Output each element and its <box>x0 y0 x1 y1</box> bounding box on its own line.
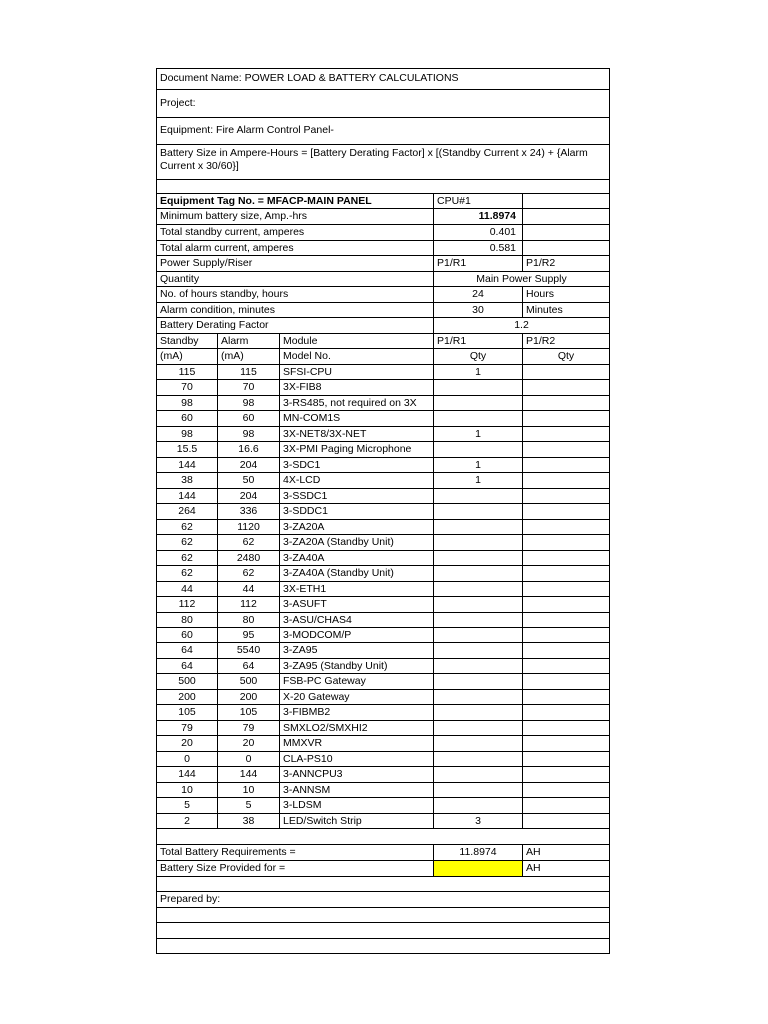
alarm-ma-cell: 200 <box>217 690 279 704</box>
standby-ma-cell: 10 <box>181 784 193 796</box>
module-model-cell: 3X-NET8/3X-NET <box>279 427 433 441</box>
formula-row <box>157 145 609 180</box>
p1r2-qty-cell <box>522 705 609 720</box>
p1r1-qty-cell <box>433 674 522 689</box>
alarm-ma-cell: 204 <box>217 489 279 503</box>
p1r2-qty-cell <box>522 613 609 627</box>
p1r2-qty-cell <box>522 551 609 565</box>
table-row <box>157 458 609 473</box>
p1r2-qty-cell <box>522 582 609 596</box>
module-model-cell: 3-LDSM <box>279 798 433 813</box>
module-model-cell: 3-ANNCPU3 <box>279 767 433 782</box>
standby-ma-cell: 38 <box>181 474 193 486</box>
module-model-cell: FSB-PC Gateway <box>279 674 433 689</box>
table-row <box>157 489 609 504</box>
table-row <box>157 705 609 721</box>
standby-ma-cell: 105 <box>178 706 196 718</box>
table-row <box>157 690 609 705</box>
module-model-cell: 3-SSDC1 <box>279 489 433 503</box>
standby-ma-cell: 144 <box>178 490 196 502</box>
p1r2-qty-cell <box>522 767 609 782</box>
p1r1-qty-cell: 1 <box>433 427 522 441</box>
p1r1-qty-cell: 3 <box>433 814 522 828</box>
alarm-empty-cell <box>522 241 609 255</box>
standby-ma-cell: 144 <box>178 459 196 471</box>
col-module-header: Module <box>279 334 433 348</box>
p1r2-qty-cell <box>522 535 609 550</box>
standby-current-value: 0.401 <box>433 225 522 240</box>
power-supply-row <box>157 256 609 272</box>
alarm-current-row <box>157 241 609 256</box>
table-row <box>157 736 609 752</box>
standby-ma-cell: 15.5 <box>176 443 198 455</box>
project-row <box>157 90 609 118</box>
provided-row <box>157 861 609 877</box>
project-label: Project: <box>160 97 196 109</box>
standby-ma-cell: 62 <box>181 552 193 564</box>
module-model-cell: 3-ZA20A (Standby Unit) <box>279 535 433 550</box>
alarm-ma-cell: 98 <box>217 427 279 441</box>
prepared-by-label: Prepared by: <box>160 893 221 905</box>
table-header-row-1 <box>157 334 609 349</box>
standby-ma-cell: 5 <box>184 799 190 811</box>
table-row <box>157 582 609 597</box>
module-model-cell: SMXLO2/SMXHI2 <box>279 721 433 735</box>
module-model-cell: 3-MODCOM/P <box>279 628 433 642</box>
total-battery-unit: AH <box>522 845 609 860</box>
p1r2-qty-cell <box>522 458 609 472</box>
alarm-ma-cell: 0 <box>217 752 279 766</box>
p1r1-qty-cell <box>433 798 522 813</box>
equipment-row <box>157 118 609 145</box>
module-model-cell: MMXVR <box>279 736 433 751</box>
table-row <box>157 674 609 690</box>
module-model-cell: 3-ZA40A (Standby Unit) <box>279 566 433 581</box>
p1r1-qty-cell <box>433 411 522 426</box>
p1r1-qty-cell <box>433 597 522 612</box>
p1r1-qty-cell <box>433 736 522 751</box>
min-battery-row <box>157 209 609 225</box>
document-name-row <box>157 69 609 90</box>
battery-provided-unit: AH <box>522 861 609 876</box>
p1r2-qty-cell <box>522 690 609 704</box>
standby-ma-cell: 64 <box>181 644 193 656</box>
standby-ma-cell: 62 <box>181 567 193 579</box>
p1r2-qty-cell <box>522 659 609 673</box>
alarm-ma-cell: 112 <box>217 597 279 612</box>
col-alarm-unit: (mA) <box>217 349 279 364</box>
table-row <box>157 551 609 566</box>
alarm-ma-cell: 204 <box>217 458 279 472</box>
power-supply-p1: P1/R1 <box>433 256 522 271</box>
min-battery-empty-cell <box>522 209 609 224</box>
col-standby-unit: (mA) <box>160 350 183 362</box>
document-name: Document Name: POWER LOAD & BATTERY CALCULATIONS <box>160 72 459 84</box>
footer-spacer-row <box>157 829 609 845</box>
standby-current-label: Total standby current, amperes <box>160 226 305 238</box>
col-p1r2-header: P1/R2 <box>522 334 609 348</box>
p1r2-qty-cell <box>522 396 609 410</box>
p1r1-qty-cell <box>433 783 522 797</box>
p1r2-qty-cell <box>522 628 609 642</box>
blank-row-2 <box>157 923 609 939</box>
alarm-current-label: Total alarm current, amperes <box>160 242 294 254</box>
module-model-cell: CLA-PS10 <box>279 752 433 766</box>
alarm-ma-cell: 336 <box>217 504 279 519</box>
p1r2-qty-cell <box>522 411 609 426</box>
standby-current-row <box>157 225 609 241</box>
table-row <box>157 504 609 520</box>
p1r2-qty-cell <box>522 473 609 488</box>
col-p1r1-qty-header: Qty <box>433 349 522 364</box>
hours-label: No. of hours standby, hours <box>160 288 289 300</box>
p1r1-qty-cell: 1 <box>433 458 522 472</box>
total-battery-value: 11.8974 <box>433 845 522 860</box>
p1r2-qty-cell <box>522 597 609 612</box>
table-row <box>157 411 609 427</box>
total-row <box>157 845 609 861</box>
alarm-ma-cell: 98 <box>217 396 279 410</box>
battery-formula: Battery Size in Ampere-Hours = [Battery Derating Factor] x [(Standby Current x 24) + {Alarm Current x 30/60}] <box>160 147 588 172</box>
power-supply-p2: P1/R2 <box>522 256 609 271</box>
alarm-ma-cell: 80 <box>217 613 279 627</box>
blank-row-3 <box>157 939 609 954</box>
equipment-tag-value: CPU#1 <box>433 194 522 208</box>
standby-ma-cell: 264 <box>178 505 196 517</box>
p1r2-qty-cell <box>522 798 609 813</box>
power-supply-label: Power Supply/Riser <box>160 257 253 269</box>
col-model-header: Model No. <box>279 349 433 364</box>
module-model-cell: 3-SDDC1 <box>279 504 433 519</box>
table-row <box>157 798 609 814</box>
p1r2-qty-cell <box>522 566 609 581</box>
alarm-condition-value: 30 <box>433 303 522 317</box>
standby-ma-cell: 44 <box>181 583 193 595</box>
module-model-cell: 3X-FIB8 <box>279 380 433 395</box>
p1r1-qty-cell <box>433 396 522 410</box>
total-battery-label: Total Battery Requirements = <box>160 846 296 858</box>
p1r1-qty-cell <box>433 535 522 550</box>
standby-ma-cell: 79 <box>181 722 193 734</box>
alarm-ma-cell: 105 <box>217 705 279 720</box>
table-header-row-2 <box>157 349 609 365</box>
derating-value: 1.2 <box>433 318 609 333</box>
p1r2-qty-cell <box>522 520 609 534</box>
standby-ma-cell: 20 <box>181 737 193 749</box>
tag-row <box>157 194 609 209</box>
alarm-ma-cell: 5540 <box>217 643 279 658</box>
p1r1-qty-cell <box>433 690 522 704</box>
p1r1-qty-cell <box>433 520 522 534</box>
module-model-cell: 3-FIBMB2 <box>279 705 433 720</box>
alarm-condition-row <box>157 303 609 318</box>
table-row <box>157 613 609 628</box>
spacer-row <box>157 180 609 194</box>
standby-ma-cell: 64 <box>181 660 193 672</box>
standby-ma-cell: 500 <box>178 675 196 687</box>
p1r2-qty-cell <box>522 427 609 441</box>
p1r1-qty-cell <box>433 659 522 673</box>
footer-spacer-row-2 <box>157 877 609 892</box>
p1r1-qty-cell <box>433 380 522 395</box>
quantity-row <box>157 272 609 287</box>
alarm-ma-cell: 70 <box>217 380 279 395</box>
alarm-ma-cell: 144 <box>217 767 279 782</box>
table-row <box>157 721 609 736</box>
alarm-ma-cell: 20 <box>217 736 279 751</box>
derating-label: Battery Derating Factor <box>160 319 269 331</box>
module-model-cell: 3-ANNSM <box>279 783 433 797</box>
alarm-ma-cell: 10 <box>217 783 279 797</box>
table-row <box>157 566 609 582</box>
tag-empty-cell <box>522 194 609 208</box>
alarm-ma-cell: 5 <box>217 798 279 813</box>
p1r1-qty-cell: 1 <box>433 473 522 488</box>
p1r2-qty-cell <box>522 442 609 457</box>
alarm-ma-cell: 44 <box>217 582 279 596</box>
standby-ma-cell: 0 <box>184 753 190 765</box>
standby-ma-cell: 62 <box>181 521 193 533</box>
p1r2-qty-cell <box>522 721 609 735</box>
col-p1r2-qty-header: Qty <box>522 349 609 364</box>
standby-empty-cell <box>522 225 609 240</box>
alarm-ma-cell: 62 <box>217 535 279 550</box>
module-model-cell: 3X-ETH1 <box>279 582 433 596</box>
table-row <box>157 752 609 767</box>
p1r1-qty-cell <box>433 721 522 735</box>
module-model-cell: X-20 Gateway <box>279 690 433 704</box>
alarm-ma-cell: 38 <box>217 814 279 828</box>
table-row <box>157 814 609 829</box>
table-row <box>157 628 609 643</box>
hours-row <box>157 287 609 303</box>
alarm-ma-cell: 500 <box>217 674 279 689</box>
module-model-cell: 3-SDC1 <box>279 458 433 472</box>
module-model-cell: 4X-LCD <box>279 473 433 488</box>
module-model-cell: 3-ASU/CHAS4 <box>279 613 433 627</box>
p1r1-qty-cell <box>433 489 522 503</box>
standby-ma-cell: 2 <box>184 815 190 827</box>
standby-ma-cell: 60 <box>181 412 193 424</box>
p1r1-qty-cell: 1 <box>433 365 522 379</box>
table-row <box>157 520 609 535</box>
table-row <box>157 473 609 489</box>
battery-provided-label: Battery Size Provided for = <box>160 862 286 874</box>
p1r2-qty-cell <box>522 752 609 766</box>
standby-ma-cell: 70 <box>181 381 193 393</box>
col-alarm-header: Alarm <box>217 334 279 348</box>
prepared-by-row <box>157 892 609 908</box>
alarm-current-value: 0.581 <box>433 241 522 255</box>
table-row <box>157 535 609 551</box>
p1r1-qty-cell <box>433 582 522 596</box>
equipment-tag-label: Equipment Tag No. = MFACP-MAIN PANEL <box>160 195 372 207</box>
table-row <box>157 365 609 380</box>
alarm-ma-cell: 115 <box>217 365 279 379</box>
standby-ma-cell: 62 <box>181 536 193 548</box>
p1r2-qty-cell <box>522 380 609 395</box>
p1r2-qty-cell <box>522 365 609 379</box>
alarm-ma-cell: 60 <box>217 411 279 426</box>
quantity-value: Main Power Supply <box>433 272 609 286</box>
standby-ma-cell: 200 <box>178 691 196 703</box>
p1r1-qty-cell <box>433 613 522 627</box>
alarm-ma-cell: 62 <box>217 566 279 581</box>
module-model-cell: 3-ZA40A <box>279 551 433 565</box>
table-row <box>157 783 609 798</box>
quantity-label: Quantity <box>160 273 200 285</box>
p1r1-qty-cell <box>433 504 522 519</box>
module-model-cell: 3-ZA20A <box>279 520 433 534</box>
module-model-cell: SFSI-CPU <box>279 365 433 379</box>
col-p1r1-header: P1/R1 <box>433 334 522 348</box>
module-model-cell: MN-COM1S <box>279 411 433 426</box>
p1r1-qty-cell <box>433 767 522 782</box>
standby-ma-cell: 60 <box>181 629 193 641</box>
module-model-cell: 3X-PMI Paging Microphone <box>279 442 433 457</box>
min-battery-label: Minimum battery size, Amp.-hrs <box>160 210 308 222</box>
standby-ma-cell: 80 <box>181 614 193 626</box>
hours-value: 24 <box>433 287 522 302</box>
table-row <box>157 427 609 442</box>
table-row <box>157 380 609 396</box>
p1r1-qty-cell <box>433 752 522 766</box>
p1r2-qty-cell <box>522 504 609 519</box>
blank-row-1 <box>157 908 609 923</box>
alarm-ma-cell: 1120 <box>217 520 279 534</box>
p1r2-qty-cell <box>522 783 609 797</box>
standby-ma-cell: 98 <box>181 428 193 440</box>
p1r2-qty-cell <box>522 736 609 751</box>
p1r1-qty-cell <box>433 551 522 565</box>
derating-row <box>157 318 609 334</box>
table-row <box>157 396 609 411</box>
alarm-ma-cell: 79 <box>217 721 279 735</box>
standby-ma-cell: 115 <box>178 366 196 378</box>
p1r2-qty-cell <box>522 674 609 689</box>
module-model-cell: 3-ZA95 (Standby Unit) <box>279 659 433 673</box>
table-row <box>157 767 609 783</box>
alarm-ma-cell: 95 <box>217 628 279 642</box>
col-standby-header: Standby <box>160 335 199 347</box>
equipment-label: Equipment: Fire Alarm Control Panel- <box>160 124 334 136</box>
module-model-cell: 3-RS485, not required on 3X <box>279 396 433 410</box>
table-row <box>157 659 609 674</box>
battery-provided-input-cell[interactable] <box>433 861 522 876</box>
p1r1-qty-cell <box>433 566 522 581</box>
p1r1-qty-cell <box>433 643 522 658</box>
standby-ma-cell: 98 <box>181 397 193 409</box>
battery-calculation-sheet <box>156 68 610 954</box>
module-model-cell: 3-ASUFT <box>279 597 433 612</box>
p1r1-qty-cell <box>433 442 522 457</box>
table-row <box>157 597 609 613</box>
module-model-cell: LED/Switch Strip <box>279 814 433 828</box>
table-row <box>157 643 609 659</box>
min-battery-value: 11.8974 <box>433 209 522 224</box>
alarm-ma-cell: 2480 <box>217 551 279 565</box>
standby-ma-cell: 112 <box>178 598 196 610</box>
p1r1-qty-cell <box>433 628 522 642</box>
p1r2-qty-cell <box>522 643 609 658</box>
hours-unit: Hours <box>522 287 609 302</box>
p1r1-qty-cell <box>433 705 522 720</box>
alarm-condition-unit: Minutes <box>522 303 609 317</box>
alarm-condition-label: Alarm condition, minutes <box>160 304 275 316</box>
standby-ma-cell: 144 <box>178 768 196 780</box>
p1r2-qty-cell <box>522 489 609 503</box>
table-row <box>157 442 609 458</box>
alarm-ma-cell: 16.6 <box>217 442 279 457</box>
alarm-ma-cell: 64 <box>217 659 279 673</box>
p1r2-qty-cell <box>522 814 609 828</box>
module-model-cell: 3-ZA95 <box>279 643 433 658</box>
alarm-ma-cell: 50 <box>217 473 279 488</box>
